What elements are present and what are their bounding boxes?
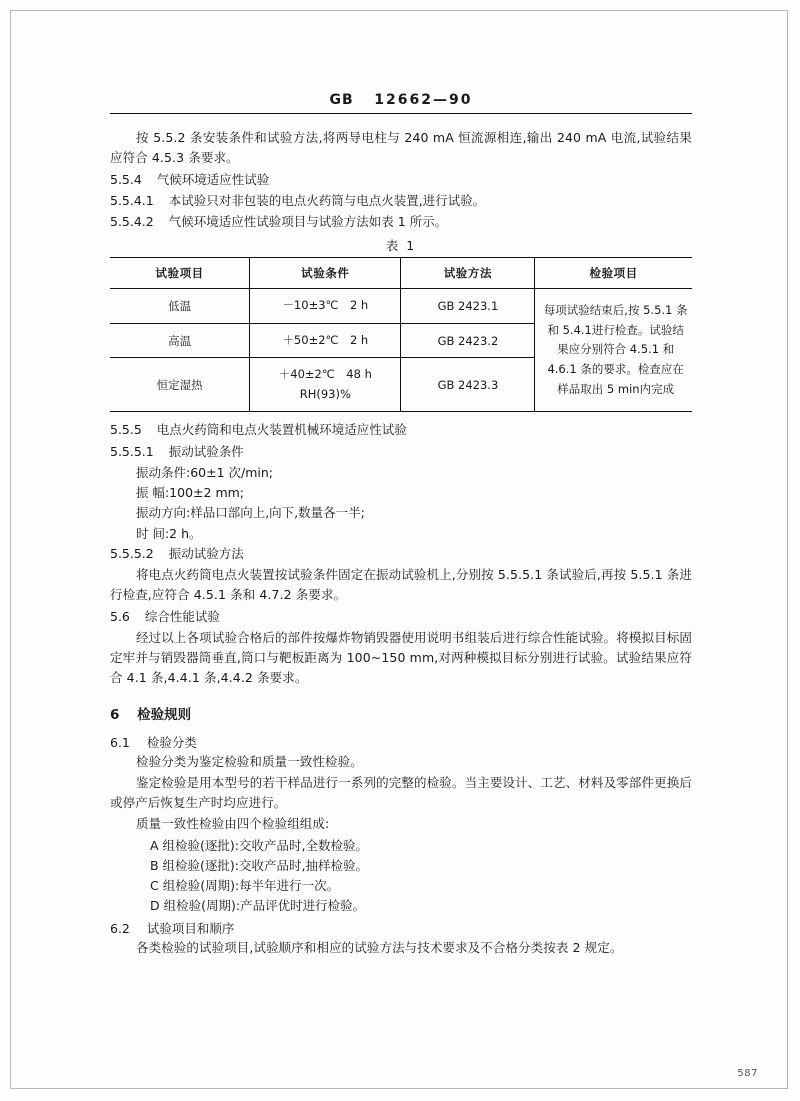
clause-5-5-5-2-text: 将电点火药筒电点火装置按试验条件固定在振动试验机上,分别按 5.5.5.1 条试验后,再按 5.5.1 条进行检查,应符合 4.5.1 条和 4.7.2 条要求。 (110, 567, 692, 603)
clause-6-2 (110, 919, 692, 937)
clause-6-2-number: 6.2 (110, 920, 130, 936)
clause-5-5-5-2-title: 振动试验方法 (168, 545, 244, 561)
table-1 (110, 257, 692, 412)
clause-6-1-number: 6.1 (110, 734, 130, 750)
table-1-header-row (110, 258, 692, 289)
inspection-group-item: A 组检验(逐批):交收产品时,全数检验。 (150, 837, 368, 853)
table-cell-method: GB 2423.3 (401, 358, 535, 412)
clause-6-1 (110, 733, 692, 751)
table-cell-item: 高温 (110, 323, 250, 358)
clause-5-5-5-1 (110, 442, 692, 462)
clause-5-6-text: 经过以上各项试验合格后的部件按爆炸物销毁器使用说明书组装后进行综合性能试验。将模拟目标固定牢并与销毁器筒垂直,筒口与靶板距离为 100~150 mm,对两种模拟目标分别进行试验。试验结果应符合 4.1 条,4.4.1 条,4.4.2 条要求。 (110, 629, 692, 686)
clause-5-5-5-2-number: 5.5.5.2 (110, 545, 154, 561)
vibration-condition-item: 时 间:2 h。 (136, 525, 202, 541)
clause-5-5-4 (110, 170, 692, 190)
clause-5-5-4-1 (110, 191, 692, 211)
inspection-group-item: B 组检验(逐批):交收产品时,抽样检验。 (150, 857, 368, 873)
clause-6-2-text: 各类检验的试验项目,试验顺序和相应的试验方法与技术要求及不合格分类按表 2 规定。 (136, 939, 623, 955)
vibration-condition-item: 振动方向:样品口部向上,向下,数量各一半; (136, 505, 365, 521)
clause-6-2-title: 试验项目和顺序 (146, 920, 235, 936)
table-1-col-header-condition: 试验条件 (250, 258, 401, 289)
table-row (110, 289, 692, 324)
clause-5-5-4-1-number: 5.5.4.1 (110, 192, 154, 208)
clause-5-5-5-1-number: 5.5.5.1 (110, 443, 154, 459)
clause-5-5-4-2-text: 气候环境适应性试验项目与试验方法如表 1 所示。 (168, 214, 448, 229)
table-1-col-header-inspection: 检验项目 (535, 258, 692, 289)
clause-6-1-paragraph-3: 质量一致性检验由四个检验组组成: (136, 816, 330, 832)
table-cell-item: 低温 (110, 289, 250, 324)
section-6-title: 检验规则 (137, 706, 192, 723)
clause-5-5-4-2-number: 5.5.4.2 (110, 214, 154, 229)
clause-5-5-5-number: 5.5.5 (110, 422, 142, 438)
clause-5-5-4-title: 气候环境适应性试验 (156, 171, 270, 187)
clause-5-5-5-2 (110, 544, 692, 564)
clause-5-5-4-2 (110, 212, 692, 232)
section-6-number: 6 (110, 706, 120, 723)
table-cell-method: GB 2423.2 (401, 323, 535, 358)
standard-prefix: GB (329, 92, 354, 108)
inspection-group-item: C 组检验(周期):每半年进行一次。 (150, 878, 340, 894)
clause-6-1-paragraph-2: 鉴定检验是用本型号的若干样品进行一系列的完整的检验。当主要设计、工艺、材料及零部件更换后或停产后恢复生产时均应进行。 (110, 774, 692, 811)
section-6-heading (110, 703, 692, 723)
clause-5-6-title: 综合性能试验 (144, 608, 220, 624)
table-1-col-header-item: 试验项目 (110, 258, 250, 289)
clause-6-1-paragraph-1: 检验分类为鉴定检验和质量一致性检验。 (136, 753, 363, 769)
page-content (110, 92, 692, 959)
table-cell-inspection-note: 每项试验结束后,按 5.5.1 条和 5.4.1进行检查。试验结果应分别符合 4.5.1 和 4.6.1 条的要求。检查应在样品取出 5 min内完成 (535, 289, 692, 412)
clause-5-6 (110, 607, 692, 627)
table-cell-method: GB 2423.1 (401, 289, 535, 324)
condition-line-1: ＋40±2℃ 48 h (278, 367, 372, 382)
clause-6-1-title: 检验分类 (146, 734, 197, 750)
standard-header (110, 92, 692, 114)
condition-line-2: RH(93)% (299, 386, 351, 401)
clause-5-5-5-1-title: 振动试验条件 (168, 443, 244, 459)
table-cell-condition: ＋50±2℃ 2 h (250, 323, 401, 358)
clause-5-5-5 (110, 420, 692, 440)
table-cell-item: 恒定湿热 (110, 358, 250, 412)
clause-5-5-5-title: 电点火药筒和电点火装置机械环境适应性试验 (156, 422, 407, 438)
clause-5-5-4-1-text: 本试验只对非包装的电点火药筒与电点火装置,进行试验。 (168, 192, 486, 208)
intro-paragraph: 按 5.5.2 条安装条件和试验方法,将两导电柱与 240 mA 恒流源相连,输出 240 mA 电流,试验结果应符合 4.5.3 条要求。 (110, 130, 692, 166)
table-cell-condition: －10±3℃ 2 h (250, 289, 401, 324)
clause-5-5-4-number: 5.5.4 (110, 171, 142, 187)
page-number: 587 (737, 1068, 758, 1079)
vibration-condition-item: 振动条件:60±1 次/min; (136, 464, 274, 480)
clause-5-6-number: 5.6 (110, 608, 130, 624)
standard-number: 12662—90 (374, 92, 473, 108)
table-1-caption: 表 1 (385, 238, 417, 254)
inspection-group-item: D 组检验(周期):产品评优时进行检验。 (150, 898, 366, 914)
table-cell-condition (250, 358, 401, 412)
vibration-condition-item: 振 幅:100±2 mm; (136, 485, 245, 501)
table-1-col-header-method: 试验方法 (401, 258, 535, 289)
